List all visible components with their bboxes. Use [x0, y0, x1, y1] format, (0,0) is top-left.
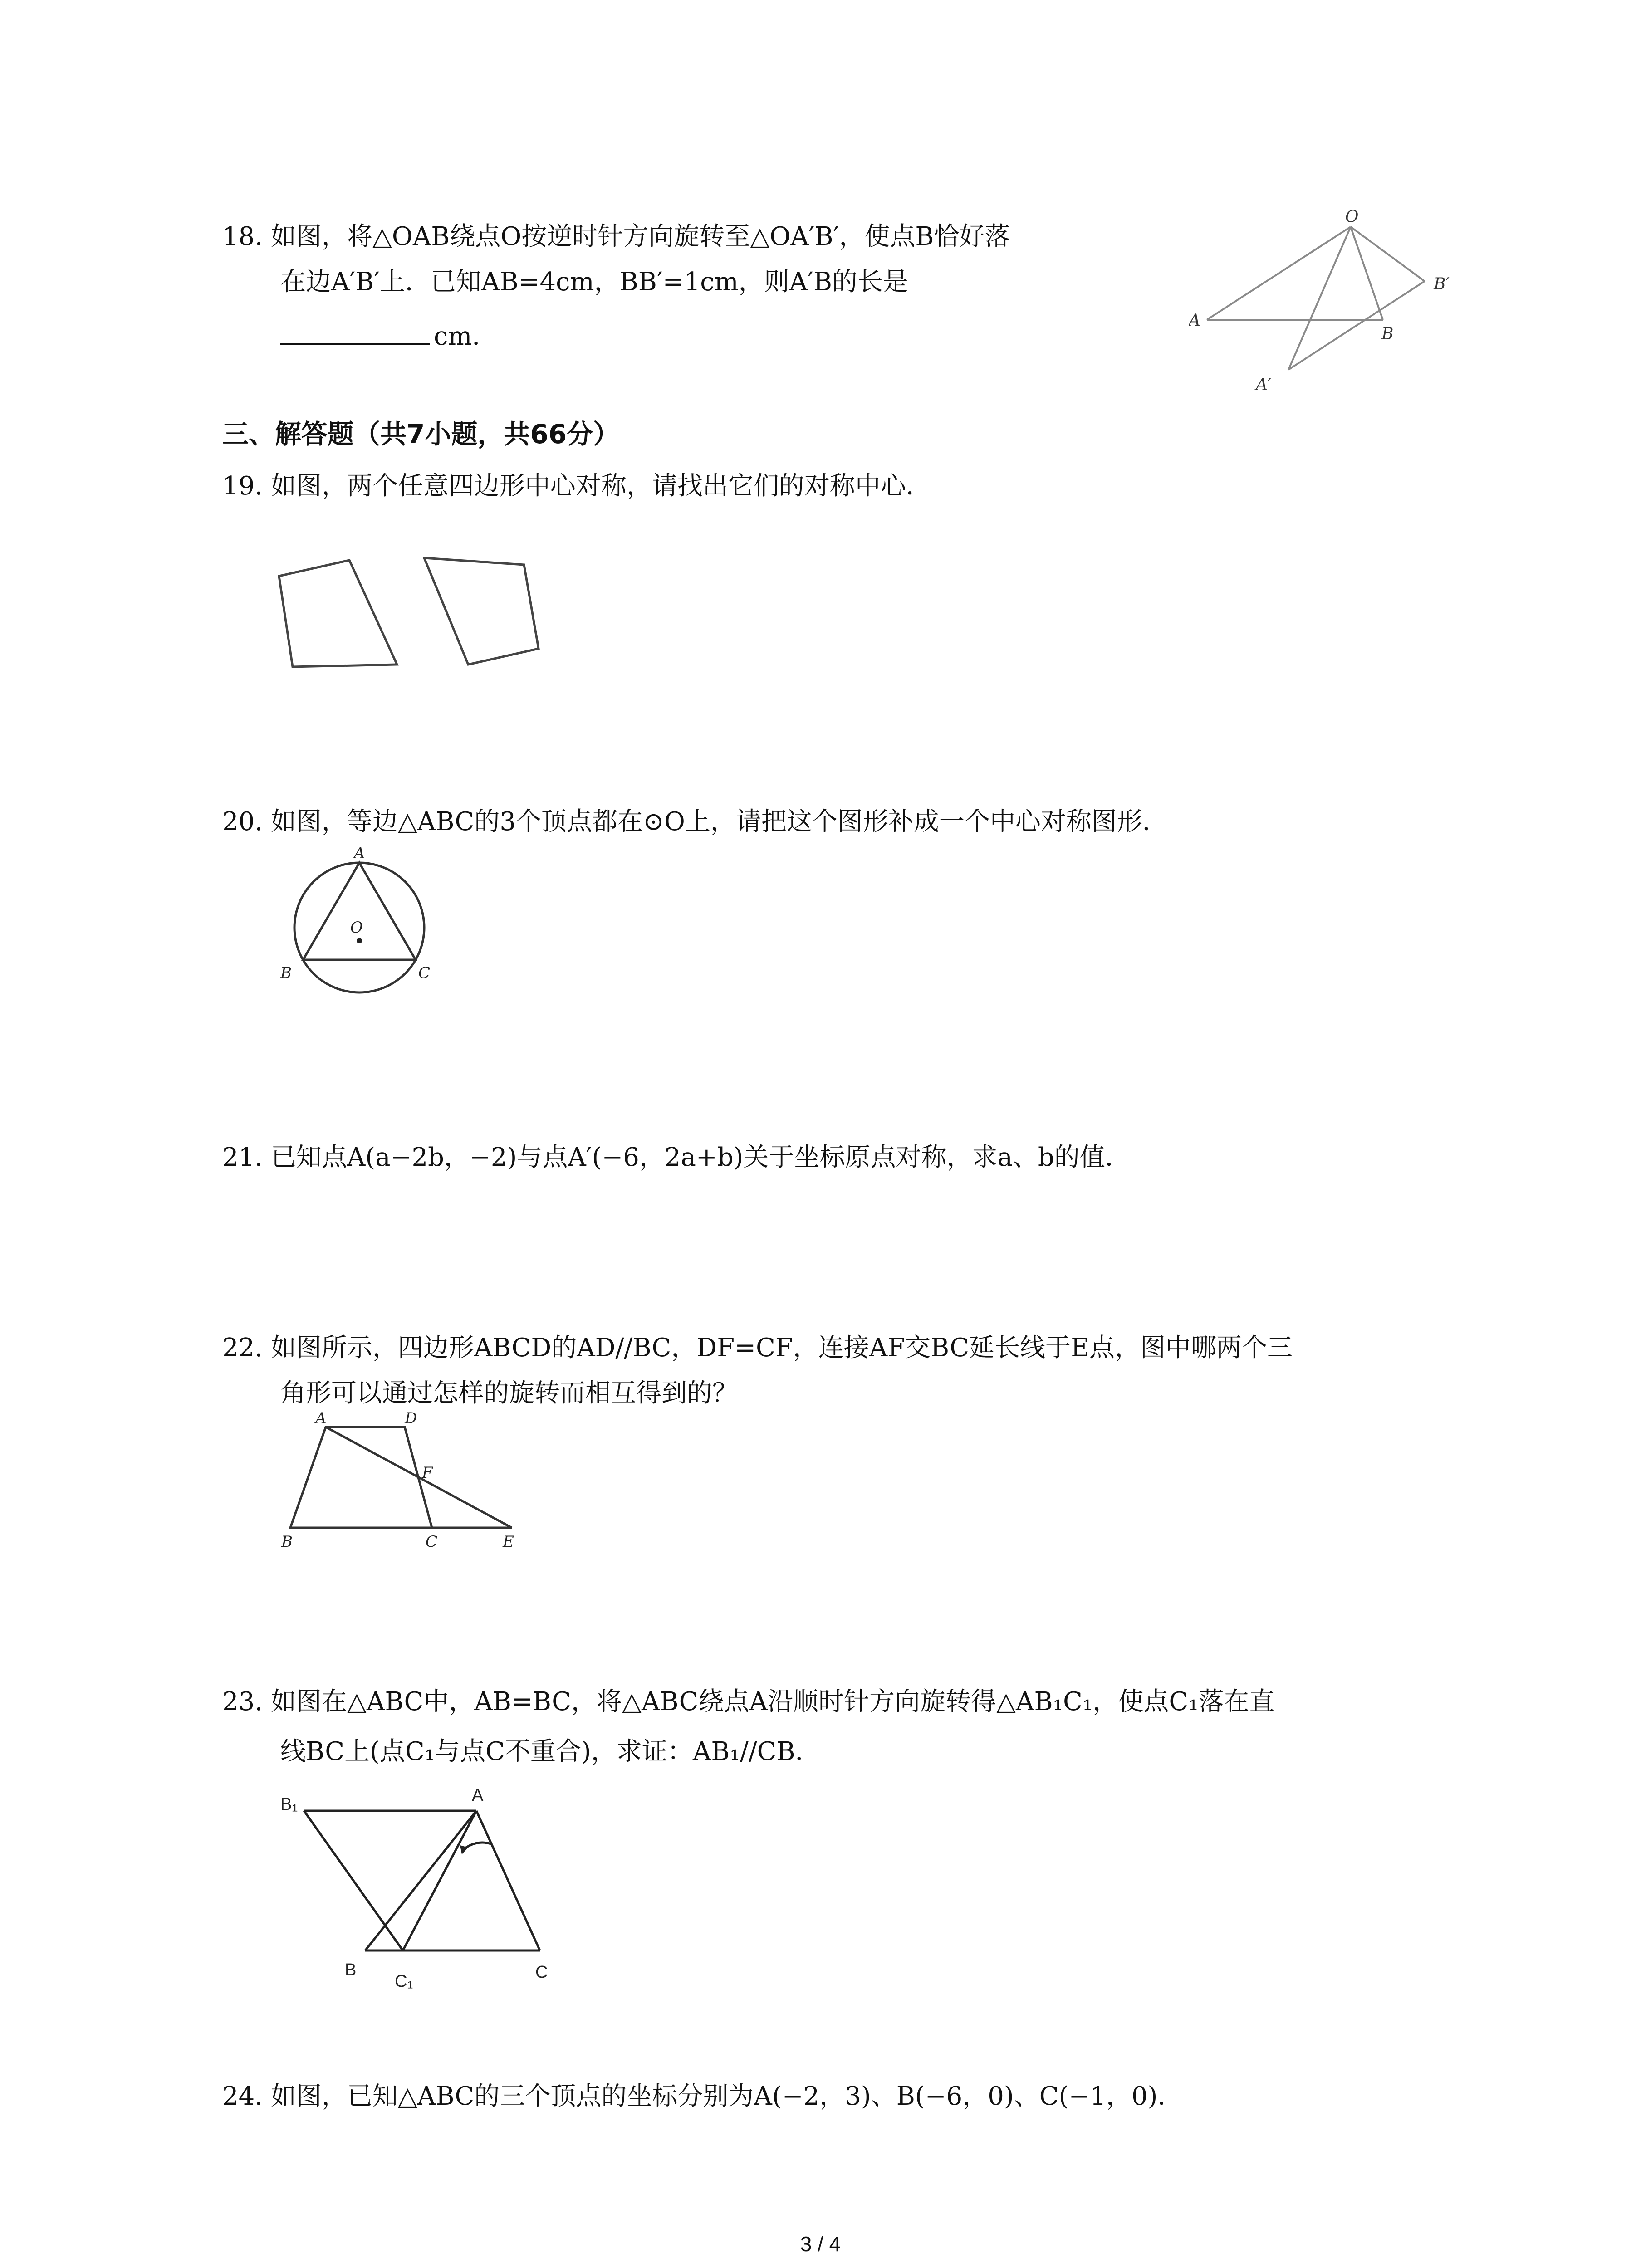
q20-figure	[272, 844, 445, 1007]
segment-AB	[365, 1811, 476, 1950]
center-point	[357, 938, 362, 943]
segment-OB1	[1351, 227, 1425, 281]
segment-A1B1	[1288, 281, 1425, 370]
quadrilateral-left	[279, 560, 397, 667]
q22-line2: 角形可以通过怎样的旋转而相互得到的？	[280, 1378, 738, 1408]
q20-text: 20. 如图，等边△ABC的3个顶点都在⊙O上，请把这个图形补成一个中心对称图形．	[222, 807, 1168, 836]
segment-OA1	[1288, 227, 1351, 370]
section-heading: 三、解答题（共7小题，共66分）	[222, 419, 620, 450]
q22-figure	[272, 1411, 526, 1560]
q18-line1: 18. 如图，将△OAB绕点O按逆时针方向旋转至△OA′B′，使点B恰好落	[222, 222, 1010, 251]
q23-line1: 23. 如图在△ABC中，AB=BC，将△ABC绕点A沿顺时针方向旋转得△AB₁C₁，使点C₁落在直	[222, 1687, 1275, 1716]
label-A: A	[1189, 311, 1200, 330]
q18-line3	[222, 313, 497, 360]
label-B: B	[1381, 325, 1394, 343]
q18-line2: 在边A′B′上．已知AB=4cm，BB′=1cm，则A′B的长是	[280, 267, 908, 297]
label-B: B	[280, 964, 292, 982]
q23-figure	[272, 1783, 572, 2000]
quadrilateral-right	[424, 558, 539, 665]
segment-OB	[1351, 227, 1383, 320]
label-D: D	[405, 1411, 417, 1427]
label-B: B	[281, 1533, 293, 1551]
label-C1: C₁	[395, 1972, 413, 1991]
label-B1: B₁	[280, 1795, 298, 1814]
label-C: C	[426, 1533, 438, 1551]
label-C: C	[535, 1963, 548, 1982]
q24-text: 24. 如图，已知△ABC的三个顶点的坐标分别为A(−2，3)、B(−6，0)、C(−1，0)．	[222, 2082, 1183, 2111]
segment-OA	[1207, 227, 1351, 320]
q23-line2: 线BC上(点C₁与点C不重合)，求证：AB₁//CB．	[280, 1737, 821, 1766]
segment-AC1	[403, 1811, 476, 1950]
q22-line1: 22. 如图所示，四边形ABCD的AD//BC，DF=CF，连接AF交BC延长线于E点，图中哪两个三	[222, 1333, 1293, 1363]
answer-blank	[280, 318, 430, 345]
label-A-prime: A′	[1256, 376, 1272, 394]
page-number: 3 / 4	[800, 2232, 841, 2256]
label-O: O	[350, 919, 363, 937]
label-F: F	[422, 1464, 433, 1482]
label-A: A	[354, 844, 365, 862]
label-E: E	[503, 1533, 514, 1551]
q18-unit: cm．	[434, 322, 498, 351]
quadrilateral-ABCD	[290, 1427, 432, 1528]
label-C: C	[418, 964, 431, 982]
label-A: A	[472, 1786, 484, 1805]
q19-figure	[272, 549, 554, 680]
q18-figure	[1189, 204, 1506, 399]
q19-text: 19. 如图，两个任意四边形中心对称，请找出它们的对称中心．	[222, 471, 931, 501]
label-B: B	[345, 1960, 357, 1980]
q21-text: 21. 已知点A(a−2b，−2)与点A′(−6，2a+b)关于坐标原点对称，求a、b的值．	[222, 1143, 1131, 1172]
label-B-prime: B′	[1434, 275, 1450, 293]
segment-AE	[326, 1427, 512, 1528]
segment-AC	[476, 1811, 540, 1950]
segment-B1C1	[304, 1811, 403, 1950]
label-A: A	[315, 1411, 327, 1427]
label-O: O	[1345, 208, 1359, 226]
